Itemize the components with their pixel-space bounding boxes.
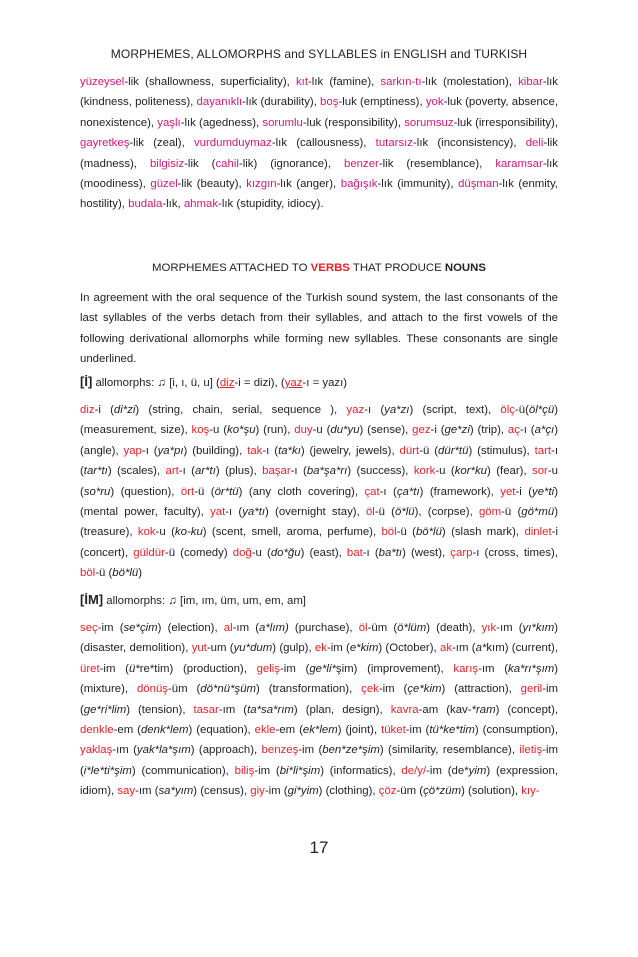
gloss-text: ) (clothing), [318,785,379,798]
syllabification: do*ğu [270,546,301,559]
verb-stem: böl [80,567,96,580]
gloss-text: -im ( [280,662,310,675]
gloss-text: ) (scales), [107,465,166,478]
example-diz-rest: -i = dizi), ( [234,377,285,389]
root-word: deli [525,137,544,150]
verb-stem: iletiş [519,744,543,757]
gloss-text: -ı (cross, times), [472,546,559,559]
example-yaz: yaz [284,377,303,389]
gloss-text: -em ( [275,724,303,737]
verb-stem: çöz [378,785,397,798]
verb-stem: yaklaş [80,744,113,757]
gloss-text: -ü ( [419,444,439,457]
verb-stem: geliş [256,662,281,675]
gloss-text: ) (treasure), [80,506,558,539]
gloss-text: -lık (durability), [242,96,321,109]
gloss-text: -ü ( [194,485,215,498]
verb-stem: dinlet [524,526,552,539]
root-word: ahmak [183,198,219,211]
gloss-text: ) (string, chain, serial, sequence ), [135,404,347,416]
verb-stem: yap [123,444,142,457]
verb-stem: doğ [232,546,252,559]
verb-stem: yut [191,642,207,655]
allomorph-im-text: allomorphs: ♫ [im, ım, üm, um, em, am] [103,595,306,607]
gloss-text: -ı ( [80,444,559,478]
verb-stem: de/y/ [401,764,427,777]
syllabification: ba*şa*rı [306,465,348,478]
gloss-text: ) (election), [157,622,224,634]
gloss-text: ) (scent, smell, aroma, perfume), [202,526,382,539]
verb-stem: böl [381,526,397,539]
root-word: gayretkeş [80,137,130,150]
root-word: kızgın [246,178,277,191]
verb-stem: ak [439,642,453,655]
gloss-text: ) (joint), [337,724,382,737]
syllabification: bö*lü [415,526,442,539]
gloss-text: -ı ( [178,465,195,478]
syllabification: so*ru [83,485,111,498]
verb-stem: bat [346,546,363,559]
gloss-text: ) (tension), [126,703,194,716]
root-word: güzel [150,178,178,191]
gloss-text: ) (trip), [469,424,508,437]
syllabification: gö*mü [521,506,555,519]
syllabification: yu*dum [233,642,273,655]
root-word: karamsar [495,157,543,170]
syllabification: ça*tı [396,485,420,498]
root-word: benzer [344,157,379,170]
verb-stem: seç [80,622,98,634]
verb-stem: dönüş [136,683,169,696]
verb-stem: art [165,465,179,478]
verb-stem: diz [80,404,95,416]
gloss-text: -ım ( [496,622,523,634]
gloss-text: ) (gulp), [272,642,315,655]
gloss-text: -im ( [97,622,124,634]
gloss-text: -im ( [298,744,323,757]
gloss-text: -ı ( [364,404,385,416]
verb-stem: ekle [254,724,276,737]
gloss-text: -im ( [80,683,559,716]
root-word: yok [425,96,444,109]
morpheme-im: [İM] [80,592,104,607]
syllabification: ta*sa*rım [247,703,294,716]
syllabification: ge*li* [309,662,336,675]
section-heading [80,262,558,274]
gloss-text: -ı ( [141,444,158,457]
root-word: yüzeysel [80,76,125,88]
gloss-text: şim) (improvement), [335,662,454,675]
gloss-text: -lık (callousness), [271,137,376,150]
gloss-text: -ü ( [95,567,113,580]
gloss-text: ), (corpse), [414,506,479,519]
syllabification: ya*zı [384,404,410,416]
section-heading-verbs: VERBS [310,262,350,274]
gloss-text: ) (stimulus), [468,444,535,457]
section-heading-nouns: NOUNS [444,262,486,274]
gloss-text: ) (expression, idiom), [80,764,558,798]
verb-stem: güldür [133,546,165,559]
gloss-text: ) (mixture), [80,662,559,696]
gloss-text: -lık (anger), [276,178,341,191]
verb-stem: çarp [450,546,473,559]
gloss-text: -ı ( [290,465,307,478]
gloss-text: -lık (famine), [308,76,381,88]
gloss-text: ) (solution), [461,785,522,798]
example-diz: diz [219,377,235,389]
gloss-text: ) (transformation), [256,683,362,696]
syllabification: yı*kım [522,622,555,634]
gloss-text: ) (measurement, size), [80,404,558,437]
gloss-text: ) (script, text), [409,404,501,416]
gloss-text: ) (any cloth covering), [238,485,365,498]
root-word: kibar [518,76,543,88]
paragraph-intro: In agreement with the oral sequence of the Turkish sound system, the last consonants of the last syllables of the verbs detach from their syllables, and attach to the first vowels of the following derivational allomorphs while forming new syllables. These consonants are single underlined. [80,292,558,366]
verb-stem: yık [481,622,497,634]
verb-stem: al [223,622,233,634]
verb-stem: ölç [500,404,515,416]
root-word: sarkın-tı [380,76,422,88]
example-yaz-rest: -ı = yazı) [302,377,348,389]
syllabification: sa*yım [158,785,194,798]
gloss-text: -im ( [326,642,350,655]
gloss-text: -lik (madness), [80,137,558,170]
gloss-text: -im ( [378,683,408,696]
verb-stem: duy [294,424,313,437]
gloss-text: -lık (immunity), [377,178,459,191]
gloss-text: ) (slash mark), [441,526,525,539]
gloss-text: -ı ( [519,424,535,437]
gloss-text: ) (October), [378,642,440,655]
gloss-text: ) (overnight stay), [265,506,366,519]
gloss-text: ) (mental power, faculty), [80,485,558,519]
verb-stem: kavra [390,703,419,716]
gloss-text: -lik) (ignorance), [238,157,344,170]
section-heading-part2: THAT PRODUCE [349,262,445,274]
gloss-text: -im ( [405,724,430,737]
gloss-text: re*tim) (production), [139,662,257,675]
gloss-text: -ü( [514,404,529,416]
allomorph-i-text: allomorphs: ♫ [i, ı, ü, u] ( [92,377,220,389]
gloss-text: -ı ( [362,546,379,559]
running-header: MORPHEMES, ALLOMORPHS and SYLLABLES in ENGLISH and TURKISH [110,47,528,61]
gloss-text: -ı ( [262,444,279,457]
gloss-text: -lık (stupidity, idiocy). [218,198,324,211]
syllabification: a*çı [534,424,555,437]
verb-stem: ek [314,642,327,655]
gloss-text: -üm ( [168,683,201,696]
syllabification: a*lım) [259,622,289,634]
gloss-text: -ım ( [218,703,248,716]
gloss-text: ) (similarity, resemblance), [379,744,520,757]
gloss-text: -lik ( [184,157,216,170]
gloss-text: -u ( [312,424,331,437]
syllabification: di*zi [113,404,136,416]
syllabification: i*le*ti*şim [83,764,132,777]
gloss-text: -ım ( [135,785,159,798]
gloss-text: ) (disaster, demolition), [80,622,558,655]
gloss-text: -lik (zeal), [129,137,194,150]
syllabification: *ram [471,703,496,716]
syllabification: ya*pı [157,444,184,457]
gloss-text: -üm ( [367,622,398,634]
syllabification: ge*zi [444,424,470,437]
gloss-text: -im (de* [426,764,469,777]
syllabification: ar*tı [194,465,216,478]
gloss-text: ) (building), [183,444,248,457]
syllabification: ö*lü [394,506,415,519]
root-word: kıt [295,76,309,88]
verb-stem: yaz [346,404,365,416]
gloss-text: -lik (beauty), [177,178,247,191]
gloss-text: -im ( [99,662,129,675]
gloss-text: ) (west), [402,546,451,559]
verb-stem: kork [413,465,436,478]
verb-stem: çek [361,683,379,696]
gloss-text: -üm ( [396,785,424,798]
syllabification: ör*tü [214,485,239,498]
paragraph-nouns-lik [80,72,558,215]
gloss-text: -lık (molestation), [421,76,519,88]
gloss-text: ) (framework), [419,485,501,498]
gloss-text: ) (fear), [487,465,533,478]
root-word: sorumlu [262,116,303,129]
verb-stem: yat [210,506,226,519]
gloss-text: -i ( [430,424,445,437]
gloss-text: -ü ( [374,506,395,519]
root-word: tutarsız [375,137,414,150]
gloss-text: -ım ( [232,622,260,634]
verb-stem: denkle [80,724,114,737]
gloss-text: -u ( [155,526,175,539]
gloss-text: ) (concept), [495,703,559,716]
gloss-text: ) (jewelry, jewels), [300,444,400,457]
root-word: düşman [458,178,499,191]
syllabification: kor*ku [454,465,488,478]
syllabification: denk*lem [140,724,189,737]
verb-stem: karış [453,662,479,675]
syllabification: se*çim [123,622,158,634]
verb-stem: tak [247,444,263,457]
gloss-text: ) (angle), [80,424,558,457]
verb-stem: tart [534,444,552,457]
verb-stem: sor [532,465,548,478]
gloss-text: ) (sense), [359,424,413,437]
gloss-text: ) (success), [347,465,414,478]
gloss-text: -im ( [264,785,288,798]
verb-stem: ört [180,485,195,498]
verb-stem: öl [358,622,368,634]
gloss-text: -lık, [162,198,184,211]
gloss-text: -ım ( [112,744,137,757]
root-word: bilgisiz [149,157,185,170]
verb-stem: dürt [399,444,420,457]
gloss-text: -ü (comedy) [164,546,233,559]
syllabification: ba*tı [378,546,403,559]
gloss-text: -luk (emptiness), [338,96,426,109]
gloss-text: -lik (shallowness, superficiality), [124,76,296,88]
verb-stem: öl [365,506,375,519]
syllabification: yim [468,764,487,777]
gloss-text: ) (plus), [215,465,263,478]
verb-stem: aç [507,424,520,437]
syllabification: ko-ku [174,526,203,539]
root-word: boş [320,96,339,109]
syllabification: ya*tı [242,506,266,519]
gloss-text: ) (run), [255,424,295,437]
syllabification: a* [475,642,487,655]
verb-stem: say [117,785,136,798]
gloss-text: ) (communication), [131,764,235,777]
syllabification: du*yu [330,424,360,437]
gloss-text: (purchase), [288,622,359,634]
gloss-text: -luk (poverty, absence, nonexistence), [80,96,558,129]
gloss-text: ) (approach), [190,744,262,757]
root-word: bağışık [340,178,378,191]
page-number: 17 [309,838,329,857]
gloss-text: ) (consumption), [474,724,558,737]
verb-stem: tüket [381,724,406,737]
gloss-text: ) (question), [110,485,181,498]
verb-stem: çat [364,485,380,498]
syllabification: ö*lüm [397,622,427,634]
gloss-text: -i ( [94,404,114,416]
verb-stem: kok [137,526,156,539]
gloss-text: -am (kav- [418,703,472,716]
gloss-text: -i ( [515,485,533,498]
gloss-text: -lık (agedness), [180,116,263,129]
verb-stem: tasar [193,703,219,716]
gloss-text: -luk (responsibility), [302,116,405,129]
root-word: budala [128,198,163,211]
paragraph-i-examples [80,400,558,584]
gloss-text: -lık (inconsistency), [413,137,526,150]
gloss-text: -lık (moodiness), [80,157,558,191]
syllabification: gi*yim [287,785,319,798]
gloss-text: ) (attraction), [441,683,521,696]
gloss-text: ) (plan, design), [293,703,391,716]
syllabification: ek*lem [302,724,338,737]
verb-stem: kıy- [521,785,540,798]
allomorph-label-i [80,374,558,389]
verb-stem: başar [262,465,291,478]
gloss-text: kım) (current), [486,642,558,655]
root-word: yaşlı [157,116,181,129]
gloss-text: -ım ( [452,642,476,655]
section-heading-part1: MORPHEMES ATTACHED TO [152,262,311,274]
verb-stem: yet [500,485,516,498]
syllabification: ko*şu [227,424,256,437]
gloss-text: -luk (irresponsibility), [453,116,559,129]
gloss-text: -u ( [251,546,271,559]
syllabification: dür*tü [438,444,469,457]
gloss-text: -u ( [435,465,455,478]
gloss-text: -im ( [80,744,558,777]
gloss-text: ) (death), [426,622,482,634]
gloss-text: -u ( [80,465,558,498]
syllabification: ka*rı*şım [508,662,555,675]
syllabification: ge*ri*lim [83,703,127,716]
gloss-text: -ım ( [478,662,509,675]
verb-stem: giy [250,785,265,798]
allomorph-label-im [80,592,558,607]
syllabification: e*kim [349,642,379,655]
gloss-text: ) (census), [193,785,251,798]
paragraph-im-examples [80,618,558,802]
syllabification: bö*lü [112,567,139,580]
gloss-text: -u ( [209,424,228,437]
gloss-text: -um ( [206,642,234,655]
syllabification: ü* [128,662,140,675]
syllabification: ben*ze*şim [322,744,380,757]
gloss-text: -ı ( [379,485,397,498]
gloss-text: -ı ( [225,506,243,519]
syllabification: ye*ti [532,485,555,498]
gloss-text: ) (informatics), [320,764,402,777]
verb-stem: koş [191,424,210,437]
verb-stem: üret [80,662,100,675]
verb-stem: biliş [234,764,255,777]
gloss-text: -im ( [254,764,280,777]
gloss-text: -lık (kindness, politeness), [80,76,558,109]
syllabification: bi*li*şim [279,764,321,777]
verb-stem: geril [520,683,543,696]
gloss-text: ) [138,567,143,580]
gloss-text: -em ( [113,724,141,737]
syllabification: dö*nü*şüm [200,683,257,696]
gloss-text: -ü ( [396,526,416,539]
root-word: cahil [215,157,239,170]
morpheme-i: [İ] [80,374,93,389]
root-word: sorumsuz [404,116,454,129]
root-word: vurdumduymaz [193,137,272,150]
gloss-text: -lık (enmity, hostility), [80,178,558,211]
syllabification: tü*ke*tim [429,724,475,737]
syllabification: çö*züm [423,785,462,798]
gloss-text: ) (east), [300,546,347,559]
gloss-text: -lik (resemblance), [378,157,496,170]
verb-stem: gez [412,424,431,437]
syllabification: ta*kı [278,444,301,457]
verb-stem: göm [478,506,502,519]
verb-stem: benzeş [261,744,299,757]
syllabification: yak*la*şım [136,744,191,757]
syllabification: öl*çü [528,404,555,416]
syllabification: tar*tı [83,465,108,478]
gloss-text: ) (equation), [188,724,255,737]
gloss-text: -i (concert), [80,526,558,559]
syllabification: çe*kim [407,683,442,696]
gloss-text: -ü ( [501,506,522,519]
root-word: dayanıklı [196,96,243,109]
